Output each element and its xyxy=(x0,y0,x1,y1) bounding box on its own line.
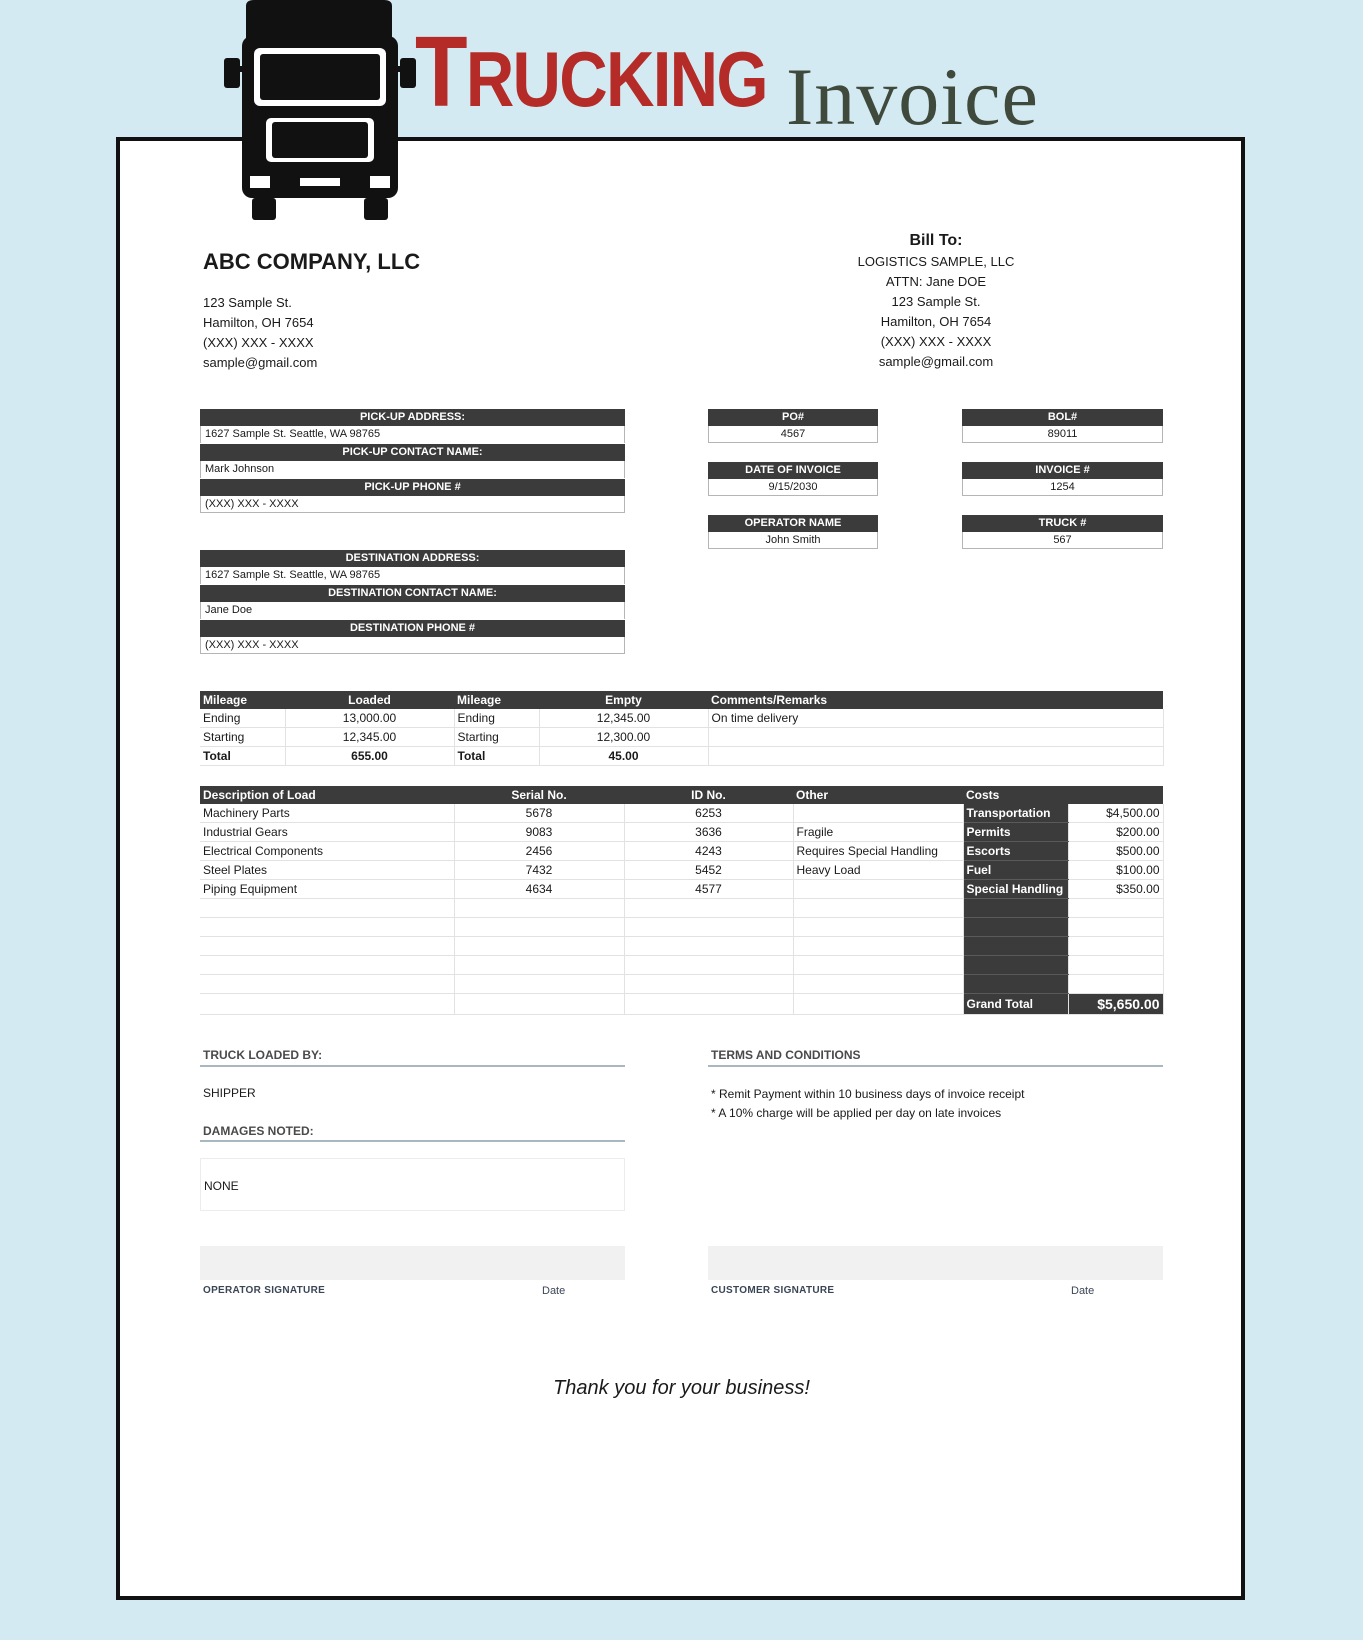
destination-address[interactable]: 1627 Sample St. Seattle, WA 98765 xyxy=(200,567,625,584)
cell[interactable] xyxy=(200,899,454,918)
cost-label: Transportation xyxy=(963,804,1068,823)
table-row xyxy=(200,899,1163,918)
operator-name-label: OPERATOR NAME xyxy=(708,515,878,532)
operator-date-label: Date xyxy=(542,1285,566,1297)
pickup-contact[interactable]: Mark Johnson xyxy=(200,461,625,478)
cell: Starting xyxy=(200,728,285,747)
cost-label: Escorts xyxy=(963,842,1068,861)
cell[interactable]: Machinery Parts xyxy=(200,804,454,823)
cell[interactable] xyxy=(454,956,624,975)
customer-signature-field[interactable] xyxy=(708,1246,1163,1280)
cell[interactable] xyxy=(793,918,963,937)
cell: Ending xyxy=(200,709,285,728)
cost-value[interactable]: $350.00 xyxy=(1068,880,1163,899)
cell[interactable]: 13,000.00 xyxy=(285,709,454,728)
divider xyxy=(200,1065,625,1067)
table-row xyxy=(200,823,1163,842)
company-address-line: (XXX) XXX - XXXX xyxy=(203,335,314,350)
operator-signature-field[interactable] xyxy=(200,1246,625,1280)
pickup-address[interactable]: 1627 Sample St. Seattle, WA 98765 xyxy=(200,426,625,443)
cell[interactable] xyxy=(793,975,963,994)
company-email: sample@gmail.com xyxy=(203,355,318,370)
cell[interactable] xyxy=(200,956,454,975)
terms-label: TERMS AND CONDITIONS xyxy=(711,1048,861,1062)
cell[interactable] xyxy=(708,747,1163,766)
cell[interactable] xyxy=(454,975,624,994)
damages-noted-value: NONE xyxy=(204,1179,239,1193)
cell[interactable] xyxy=(624,937,793,956)
load-header-row xyxy=(200,786,1163,804)
costs-header: Costs xyxy=(963,786,1163,804)
table-row xyxy=(200,747,1163,766)
title-invoice: Invoice xyxy=(786,51,1039,142)
thank-you-message: Thank you for your business! xyxy=(553,1377,810,1399)
cell[interactable] xyxy=(200,937,454,956)
table-row xyxy=(200,918,1163,937)
cell[interactable]: Electrical Components xyxy=(200,842,454,861)
cell[interactable]: Steel Plates xyxy=(200,861,454,880)
cell[interactable] xyxy=(708,728,1163,747)
cell[interactable]: Heavy Load xyxy=(793,861,963,880)
cost-value[interactable]: $100.00 xyxy=(1068,861,1163,880)
divider xyxy=(708,1065,1163,1067)
cost-value[interactable]: $500.00 xyxy=(1068,842,1163,861)
damages-box[interactable] xyxy=(200,1158,625,1211)
other-header: Other xyxy=(793,786,963,804)
cell[interactable] xyxy=(200,918,454,937)
cell[interactable]: 4243 xyxy=(624,842,793,861)
bill-to-line: 123 Sample St. xyxy=(891,294,981,309)
cell: 45.00 xyxy=(539,747,708,766)
mileage-header: Mileage xyxy=(200,691,285,709)
cell[interactable]: Requires Special Handling xyxy=(793,842,963,861)
bol-label: BOL# xyxy=(962,409,1163,426)
po-label: PO# xyxy=(708,409,878,426)
cell[interactable] xyxy=(624,994,793,1015)
cell: Starting xyxy=(454,728,539,747)
destination-contact[interactable]: Jane Doe xyxy=(200,602,625,619)
bill-to-title: Bill To: xyxy=(909,232,963,249)
cell[interactable] xyxy=(454,994,624,1015)
cost-label xyxy=(963,937,1068,956)
table-row xyxy=(200,709,1163,728)
damages-noted-label: DAMAGES NOTED: xyxy=(203,1124,314,1138)
bill-to-line: ATTN: Jane DOE xyxy=(885,274,987,289)
table-row xyxy=(200,956,1163,975)
cost-value[interactable] xyxy=(1068,975,1163,994)
company-name: ABC COMPANY, LLC xyxy=(203,249,421,274)
cell[interactable] xyxy=(793,804,963,823)
cell[interactable] xyxy=(793,899,963,918)
bill-to-email: sample@gmail.com xyxy=(878,354,994,369)
destination-phone-label: DESTINATION PHONE # xyxy=(200,620,625,637)
cell[interactable]: Fragile xyxy=(793,823,963,842)
bill-to-line: Hamilton, OH 7654 xyxy=(880,314,992,329)
cell[interactable]: 6253 xyxy=(624,804,793,823)
table-row xyxy=(200,880,1163,899)
cost-label: Special Handling xyxy=(963,880,1068,899)
cell[interactable] xyxy=(624,975,793,994)
cell[interactable] xyxy=(793,937,963,956)
cell[interactable] xyxy=(793,994,963,1015)
id-header: ID No. xyxy=(624,786,793,804)
operator-name-value[interactable]: John Smith xyxy=(708,532,878,549)
cell[interactable]: 5678 xyxy=(454,804,624,823)
cell[interactable] xyxy=(793,956,963,975)
table-row xyxy=(200,842,1163,861)
divider xyxy=(200,1140,625,1142)
cell[interactable]: Industrial Gears xyxy=(200,823,454,842)
cost-label: Fuel xyxy=(963,861,1068,880)
mileage-table xyxy=(200,691,1164,766)
grand-total-row xyxy=(200,994,1163,1015)
date-of-invoice-value[interactable]: 9/15/2030 xyxy=(708,479,878,496)
company-address-line: Hamilton, OH 7654 xyxy=(203,315,314,330)
cost-label xyxy=(963,975,1068,994)
destination-address-label: DESTINATION ADDRESS: xyxy=(200,550,625,567)
terms-item: * A 10% charge will be applied per day on late invoices xyxy=(711,1106,1002,1120)
company-address-line: 123 Sample St. xyxy=(203,295,292,310)
pickup-phone[interactable]: (XXX) XXX - XXXX xyxy=(200,496,625,513)
cell[interactable] xyxy=(454,918,624,937)
cost-value[interactable]: $200.00 xyxy=(1068,823,1163,842)
table-row xyxy=(200,975,1163,994)
bill-to-line: LOGISTICS SAMPLE, LLC xyxy=(857,254,1015,269)
customer-date-label: Date xyxy=(1071,1285,1095,1297)
cell: Total xyxy=(454,747,539,766)
bol-value[interactable]: 89011 xyxy=(962,426,1163,443)
cost-label xyxy=(963,899,1068,918)
table-row xyxy=(200,861,1163,880)
description-header: Description of Load xyxy=(200,786,454,804)
cost-value[interactable] xyxy=(1068,956,1163,975)
bill-to-line: (XXX) XXX - XXXX xyxy=(880,334,992,349)
mileage-header: Mileage xyxy=(454,691,539,709)
invoice-number-label: INVOICE # xyxy=(962,462,1163,479)
cost-label: Permits xyxy=(963,823,1068,842)
cell[interactable] xyxy=(793,880,963,899)
cell[interactable]: 2456 xyxy=(454,842,624,861)
comments-header: Comments/Remarks xyxy=(708,691,1163,709)
mileage-header-row xyxy=(200,691,1163,709)
cell[interactable]: On time delivery xyxy=(708,709,1163,728)
customer-signature-label: CUSTOMER SIGNATURE xyxy=(711,1285,835,1296)
terms-list xyxy=(711,1085,1024,1123)
cost-label xyxy=(963,956,1068,975)
destination-phone[interactable]: (XXX) XXX - XXXX xyxy=(200,637,625,654)
cell[interactable]: 4577 xyxy=(624,880,793,899)
title-trucking: TRUCKING xyxy=(415,16,767,128)
serial-header: Serial No. xyxy=(454,786,624,804)
terms-item: * Remit Payment within 10 business days of invoice receipt xyxy=(711,1087,1025,1101)
company-address xyxy=(203,293,317,373)
cell[interactable]: 3636 xyxy=(624,823,793,842)
date-of-invoice-label: DATE OF INVOICE xyxy=(708,462,878,479)
cell[interactable] xyxy=(454,899,624,918)
table-row xyxy=(200,728,1163,747)
truck-loaded-by-value[interactable]: SHIPPER xyxy=(203,1086,256,1100)
truck-icon xyxy=(224,0,416,222)
operator-signature-label: OPERATOR SIGNATURE xyxy=(203,1285,326,1296)
cell[interactable] xyxy=(200,994,454,1015)
cell[interactable] xyxy=(624,956,793,975)
load-table xyxy=(200,786,1164,1015)
destination-contact-label: DESTINATION CONTACT NAME: xyxy=(200,585,625,602)
table-row xyxy=(200,804,1163,823)
cell[interactable]: 5452 xyxy=(624,861,793,880)
pickup-phone-label: PICK-UP PHONE # xyxy=(200,479,625,496)
cell[interactable] xyxy=(200,975,454,994)
pickup-address-label: PICK-UP ADDRESS: xyxy=(200,409,625,426)
grand-total-label: Grand Total xyxy=(963,994,1068,1015)
cell[interactable]: Piping Equipment xyxy=(200,880,454,899)
cell[interactable]: 7432 xyxy=(454,861,624,880)
cell: 655.00 xyxy=(285,747,454,766)
cell[interactable] xyxy=(454,937,624,956)
cell[interactable]: 12,345.00 xyxy=(539,709,708,728)
grand-total-value: $5,650.00 xyxy=(1068,994,1163,1015)
cost-label xyxy=(963,918,1068,937)
truck-number-value[interactable]: 567 xyxy=(962,532,1163,549)
cell[interactable] xyxy=(624,899,793,918)
pickup-contact-label: PICK-UP CONTACT NAME: xyxy=(200,444,625,461)
cell[interactable]: 12,300.00 xyxy=(539,728,708,747)
truck-number-label: TRUCK # xyxy=(962,515,1163,532)
cell[interactable]: 12,345.00 xyxy=(285,728,454,747)
cost-value[interactable] xyxy=(1068,918,1163,937)
cell[interactable]: 4634 xyxy=(454,880,624,899)
table-row xyxy=(200,937,1163,956)
loaded-header: Loaded xyxy=(285,691,454,709)
cell: Ending xyxy=(454,709,539,728)
cell[interactable]: 9083 xyxy=(454,823,624,842)
cost-value[interactable]: $4,500.00 xyxy=(1068,804,1163,823)
invoice-number-value[interactable]: 1254 xyxy=(962,479,1163,496)
cell: Total xyxy=(200,747,285,766)
cost-value[interactable] xyxy=(1068,899,1163,918)
bill-to xyxy=(786,230,1086,372)
cost-value[interactable] xyxy=(1068,937,1163,956)
cell[interactable] xyxy=(624,918,793,937)
truck-loaded-by-label: TRUCK LOADED BY: xyxy=(203,1048,323,1062)
empty-header: Empty xyxy=(539,691,708,709)
po-value[interactable]: 4567 xyxy=(708,426,878,443)
